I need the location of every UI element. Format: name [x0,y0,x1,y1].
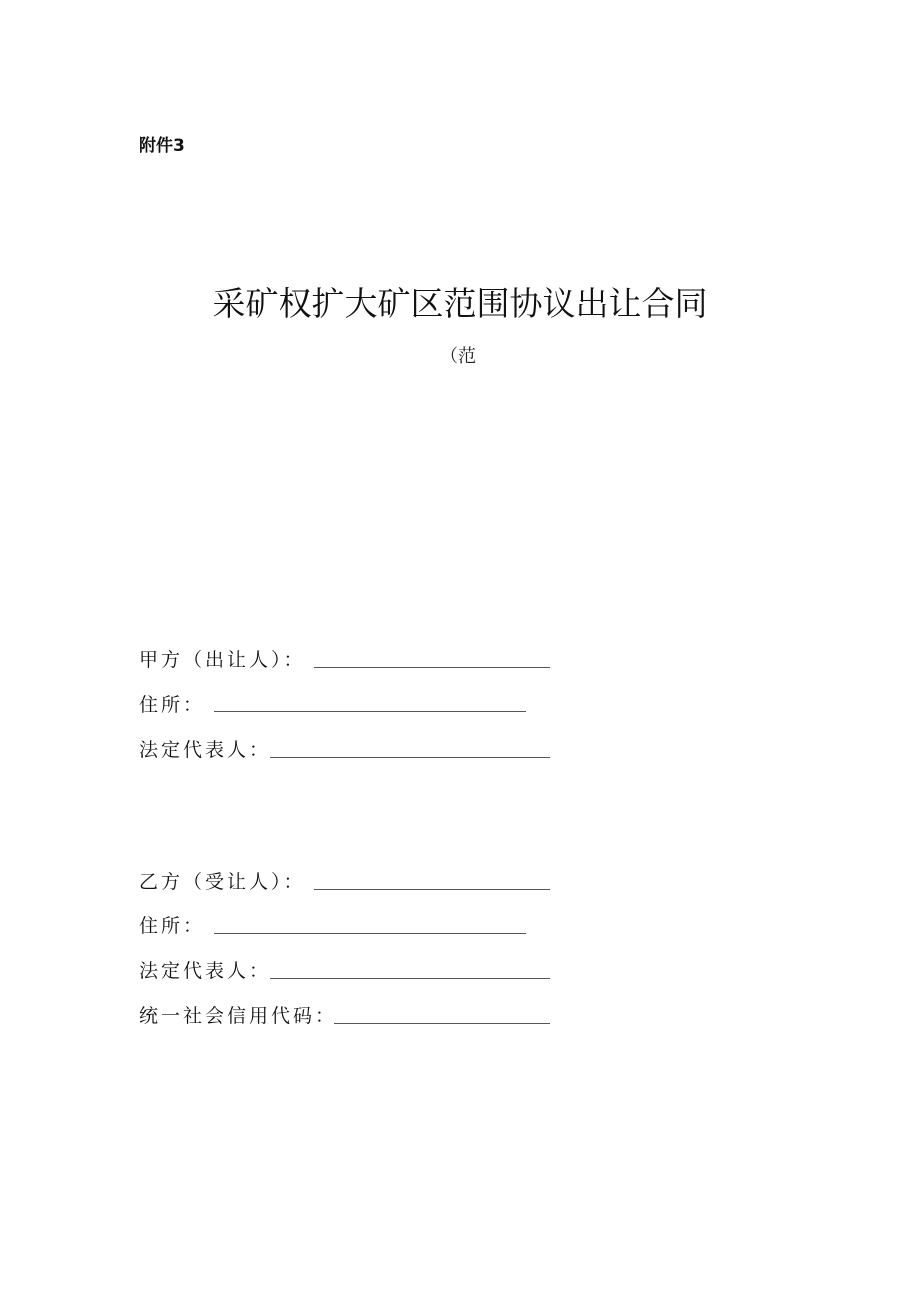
party-b-address-line[interactable] [214,933,526,934]
party-b-name-label: 乙方（受让人）： [139,871,306,893]
party-b-credit-code-line[interactable] [334,1023,550,1024]
party-a-legal-rep-label: 法定代表人： [139,739,272,761]
party-a-address-label: 住所： [139,694,206,716]
party-a-address-line[interactable] [214,711,526,712]
party-b-legal-rep-label: 法定代表人： [139,960,272,982]
document-subtitle: （范 [440,346,476,367]
attachment-label: 附件3 [139,136,185,156]
party-b-credit-code-label: 统一社会信用代码： [139,1005,338,1027]
party-b-legal-rep-line[interactable] [270,978,550,979]
party-b-address-label: 住所： [139,915,206,937]
party-a-name-label: 甲方（出让人）： [139,649,306,671]
party-a-name-line[interactable] [314,667,550,668]
party-a-legal-rep-line[interactable] [270,757,550,758]
document-title: 采矿权扩大矿区范围协议出让合同 [212,284,708,323]
party-b-name-line[interactable] [314,889,550,890]
